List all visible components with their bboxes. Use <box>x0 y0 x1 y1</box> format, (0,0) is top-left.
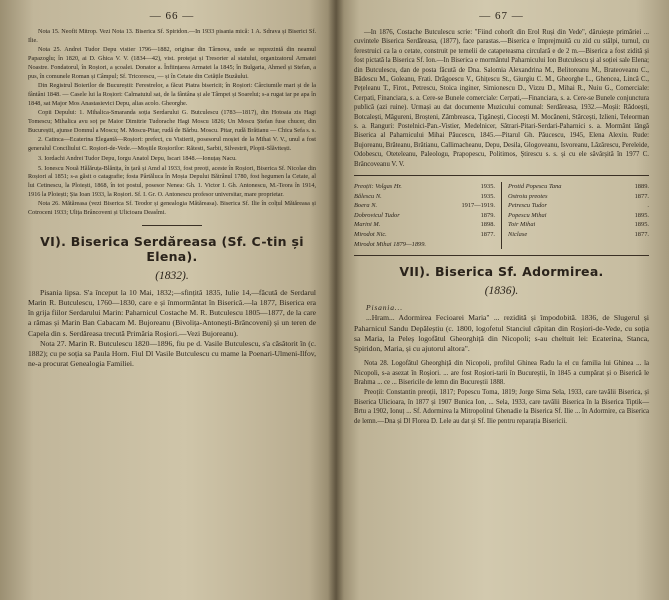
body-paragraph: —In 1876, Costache Butculescu scrie: "Fiind cohorît din Erol Ruși din Vede", dăruiește primăriei ... cuvintele Biserica Serdăreasa, (1877), face parastas.—Biserica e împrejmuită cu zid cu stâlpi, turnul, cu ferestruici ca la o cetate, construit pe temelii de catapeteasma circulară e de 2 m.—Biserica a fost zidită și fost pictată la Biserica Sf. Ion.—In Biserica e mormântul Paharnicului Ion Butculescu și al soției sale Elena; din Butculescu, dan de posta făcută de Dna. Salomia Alexandrina M., Belitoreanu M., Brateoveanu C., Bădescu M., Goleanu, Frati. Drăgoescu V., Ghițescu St., Giurgiu C. M., Gheorghe L., Ghencea, Lincă C., Pețeleanu T., Firot., Petrescu, Stoica inginer, Simionescu D., Vizzu D., Mihai R., Nuiu G., Comerciale: Cerpati, Financiara, s. a. Cere-se Bunele comerciale: Cerpati,—Financiara, s. a. Cere-se Bunele conjunctura publică (azi ruine). Urmași au dat documente Muzicului comunal: Serdăreasa, 1932.—Moșii: Rădoești, Botcalești, Măgureni, Broșteni, Zâmbreasca, Țigănești, Ciocești M. Mocăneni, Stârcești, Izlieni, Teleorman s. a. Ranguri: Postelnici-Pan.-Vistier, Medelnicer, Sătrari-Pitari-Serdari-Paharnici s. a. Mormânt lângă Biserica al Paharnicului Mihai Păucescu, 1845.—Pitarul Gh. Păucescu, 1945, Elena Alexiu. Rude: Bujoreanu, Brăteanu, Brătianu, Callimacheanu, Depu, Desila, Glogoveanu, Isvoreanu, Lăzărescu, Pereleide, Odobescu, Oteteleanu, Paleologu, Prapopescu, Politimos, Știrescu s. s. și cu ele săvârșită în 1977 C. Brâncoveanu V. V. <box>354 29 649 168</box>
section-year: (1832). <box>155 269 189 282</box>
priest-row: Bălescu N. 1935. <box>354 192 495 200</box>
priest-row: Mirodot Nic. 1877. <box>354 231 495 239</box>
priest-row: Preoții: Volgas Hr. 1935. <box>354 183 495 191</box>
right-intro-text <box>354 28 649 169</box>
body-paragraph: Nota 27. Marin R. Butculescu 1820—1896, fiu pe d. Vasile Butculescu, s'a căsătorit în (c. 1882); cu pe soția sa Paula Horn. Fiul Dl Vasile Butculescu cu mame la Poenari-Ulmeni-Ilfov, ne-a procurat Genealogia Familiei. <box>28 338 316 369</box>
footnote: Nota 25. Andrei Tudor Depu vistier 1796—1882, originar din Târnova, unde se reprezintă din neamul Papazoglu; în 1820, ai D. Ghica V. V. (1834—42), vist. protejat și Tresorier al statului, organizatorul Armatei Noastre. Fondatorul, în Roșiori, a școalei. Donator a. Înființarea Armatei la 1845; în Bulgaria, Ahmed și Stefan, a pus, în comunele Roman și Câmpul; Sf. Tricorescu, — și în Cetate din Cetățile Buzăului. <box>28 46 316 80</box>
footnote: Nota 28. Logofătul Gheorghiță din Nicopoli, profilul Ghinea Radu la el cu familia lui Ghinea ... la Nicopoli, s-a asezat în Roșiori. ... are fost Roșiori-tarii în Bucureștii, în 1845 a cumpărat și o Biserică le Brahma ... ce ... Bisericile de lemn din Bucureștii 1888. <box>354 360 649 387</box>
priest-row: Niclase 1877. <box>508 231 649 239</box>
footnote: 3. Iordachi Andrei Tudor Depu, Iorgu Anatol Depu, Iscari 1848.—Ionuțaș Nacu. <box>38 154 237 162</box>
section-heading: VII). Biserica Sf. Adormirea. <box>399 264 604 280</box>
left-footnotes <box>28 28 316 218</box>
page-number-right: — 67 — <box>479 10 524 22</box>
book-gutter <box>328 0 344 600</box>
footnote: Copii Depului: 1. Mihalica-Smaranda soția Serdarului G. Butculescu (1783—1817), din Hotoaia zis Hagi Tomescu; Mihalica avu soț pe Maior Dimitrie Tudorache Hagi Moscu 1826; Un Moscu Ștefan fuse chucer, din Bucureștii, ajunse Domnul a Moscu; M. Moscu-Pitar, rudă de Bărbu. Moscu. Pitar, rudă Brătianu — Chica Sefa s. s. <box>28 109 316 134</box>
priest-row: Dobrovicul Tudor 1879. <box>354 211 495 219</box>
section-body <box>354 303 649 354</box>
priests-column-left <box>354 182 502 249</box>
section-divider <box>354 255 649 256</box>
priest-row: Toir Mihai 1895. <box>508 221 649 229</box>
footnote: Din Registrul Boierilor de Bucureștii: Ferestrelor, a făcut Piatra bisericii; în Roșiori: Cârciumile mari și de la fântâni 1848. — Casele lui la Roșiori: Calmatuiul sat, de la fântâna și ale Tâmpei și Soarelui; s-a rugat iar pe apa în 1848, sat Major Mos Anastasievici Depu, alias acolo. Gheorghe. <box>28 82 316 107</box>
footnote: Nota 15. Neofit Mitrop. Vezi Nota 13. Biserica Sf. Spiridon.—In 1933 pisania mică: 1 A. Sdrava și Biserici Sf. Ilie. <box>28 28 316 44</box>
priest-row: Ostroiu preotes 1877. <box>508 192 649 200</box>
footnote: Preoții: Constantin preoții, 1817; Popescu Toma, 1819; Jorge Sima Sela, 1933, care tavălii Biserica, și Biserica Ulicioara, în 1877 și 1907 Bunica Ion, ... Sela, 1933, care tavălii Biserica în la Biserica Tiptik—Brtu a 1902, Ionuț ... Sf. Adormirea la Mitropolitul Ghenadie la Biserica Sf. Ilie ... în Adormire, ca Biserica de lemn.—Dna și Dl Florea D. Lele au dat și Sf. Ilie pentru reparația Bisericii. <box>354 389 649 425</box>
right-page <box>336 0 669 600</box>
footnote: Nota 26. Mătăreasa (vezi Biserica Sf. Teodor și genealogia Mătăreasa). Biserica Sf. Ilie în colțul Mătăreasa și Cotroceni 1933; Ulița Brâncoveni și Ulicioara Deasîmi. <box>28 200 316 217</box>
priest-row: Petrescu Tudor . <box>508 202 649 210</box>
body-paragraph: Pisania lipsa. S'a început la 10 Mai, 1832;—sfințită 1835, Iulie 14,—făcută de Serdarul Marin R. Butculescu, 1760—1830, care e și înmormântat în Biserică.—la 1877, Biserica era în grija fiilor Serdarului Marin: Paharnicul Costache M. R. Butculescu 1805—1877, de la care a rămas și Marin Ban Cabacam M. Bujoreanu (Bivolița-Antonești-Brâncoveni) și un teren de Capela din s. Serdăreasa trecută Primăria Roșiori.—Vezi Bujoreanu). <box>28 287 316 338</box>
section-heading: VI). Biserica Serdăreasa (Sf. C-tin și Elena). <box>40 233 304 264</box>
priest-row: Marini M. 1898. <box>354 221 495 229</box>
pisania-label: Pisania... <box>366 303 403 313</box>
priest-row: Mirodot Mihai 1879—1899. <box>354 240 427 248</box>
body-paragraph <box>354 303 649 313</box>
priest-row: Boera N. 1917—1919. <box>354 202 495 210</box>
section-body <box>28 288 316 370</box>
right-footnotes <box>354 359 649 426</box>
footnote: 2. Catinca—Ecaterina Elegantă—Roșiori: prefect, cu Vistierii, posesorul moșiei de la Mihai V. V., unul a fost generalul Conciliului C. Roșiori-de-Vede.—Moșiile Roșiorilor: Rătesti, Sarbii, Silvestrii, Plopii-Slăvitești. <box>28 136 316 153</box>
section-year: (1836). <box>484 285 519 298</box>
priests-divider <box>354 175 649 176</box>
priest-row: Protid Popescu Tana 1889. <box>508 183 649 191</box>
footnote: 5. Ionescu Nouă Hălăruța-Blănița, în țară și Amd al 1933, fost preoți, aceste în Roșiori, Biserica Sf. Nicolae din Roșiori al 1851; s-a găsit o catagrafie; fosta Pârtăluca în Moșia Depului Bătrânul 1780, fost hegumen la Cetate, al lui Cetinescu, la Ploiești, 1868, în tot postul, posesor Nenea: Gh. 1. Victor I. Gh. Antonescu, M.-Teora în 1914, 1916 la Ploiești; Șia Ioan 1933, la Roșiori. Sf. I. Gr. O. Antonescu profesor universitar, mare proprietar. <box>28 164 316 198</box>
page-number-left: — 66 — <box>149 10 195 22</box>
body-paragraph: ...Hram... Adormirea Fecioarei Maria" ... rezidită și împodobită. 1836, de Slugerul și Paharnicul Sandu Depăleștiu (c. 1800, logofetul Stanciul căpitan din Roșiori-de-Vede, cu soția sa Maria, la Peleș logofătul Gheorghiță din Nicopoli; s-au cheltuit lei: Ecaterina, Stanca, Spiridon, Maria, și cu ajutorul altora". <box>354 313 649 354</box>
priest-row: Popescu Mihai 1895. <box>508 211 649 219</box>
priests-column-right <box>502 182 649 249</box>
priests-table <box>354 182 649 249</box>
section-divider <box>142 225 202 226</box>
